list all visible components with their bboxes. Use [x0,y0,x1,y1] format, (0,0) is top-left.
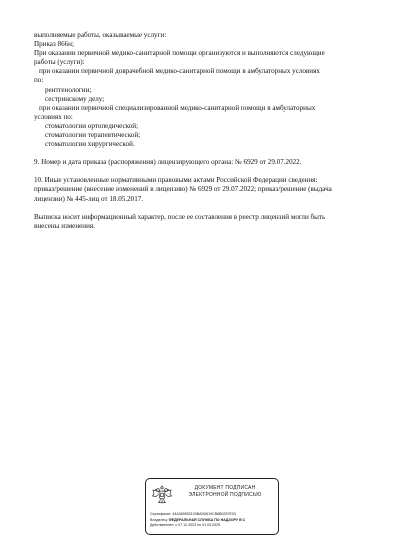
text-line: выполняемые работы, оказываемые услуги: [34,31,167,39]
text-line: Приказ 866н; [34,40,74,49]
section-9: 9. Номер и дата приказа (распоряжения) лицензирующего органа: № 6929 от 29.07.2022. [34,158,302,167]
list-item: стоматологии хирургической. [45,140,135,149]
stamp-title-line-2: ЭЛЕКТРОННОЙ ПОДПИСЬЮ [188,491,262,498]
double-headed-eagle-icon [150,483,174,507]
section-10-line: приказ/решение (внесение изменений в лицензию) № 6929 от 29.07.2022; приказ/решение (выдача [34,185,332,194]
list-item: сестринскому делу; [45,94,105,103]
document-body [34,31,379,231]
owner-value: ФЕДЕРАЛЬНАЯ СЛУЖБА ПО НАДЗОРУ В С [168,517,246,522]
stamp-title-line-1: ДОКУМЕНТ ПОДПИСАН [194,485,256,491]
owner-label: Владелец: [150,517,168,522]
list-item: стоматологии ортопедической; [45,121,139,130]
text-line: работы (услуги): [34,58,85,67]
list-item: рентгенологии; [45,85,92,94]
certificate-label: Сертификат: [150,512,172,516]
certificate-value: 44A369552103BAD0619CB8B0257E03 [172,512,236,516]
list-item: стоматологии терапевтической; [45,131,141,140]
section-10-line: лицензии) № 445-лиц от 18.05.2017. [34,194,144,203]
text-line: по: [34,76,44,85]
notice-line: Выписка носит информационный характер, после ее составления в реестр лицензий могли быть [34,212,326,221]
section-10-line: 10. Иные установленные нормативными правовыми актами Российской Федерации сведения: [34,176,318,185]
text-line: при оказании первичной специализированной медико-санитарной помощи в амбулаторных [39,103,316,112]
stamp-validity: Действителен: с 07.12.2023 по 01.03.2025 [150,523,221,528]
text-line: условиях по: [34,112,73,121]
text-line: При оказании первичной медико-санитарной помощи организуются и выполняются следующие [34,49,325,58]
notice-line: внесены изменения. [34,221,95,230]
text-line: при оказании первичной доврачебной медико-санитарной помощи в амбулаторных условиях [39,67,320,76]
electronic-signature-stamp [145,478,279,535]
